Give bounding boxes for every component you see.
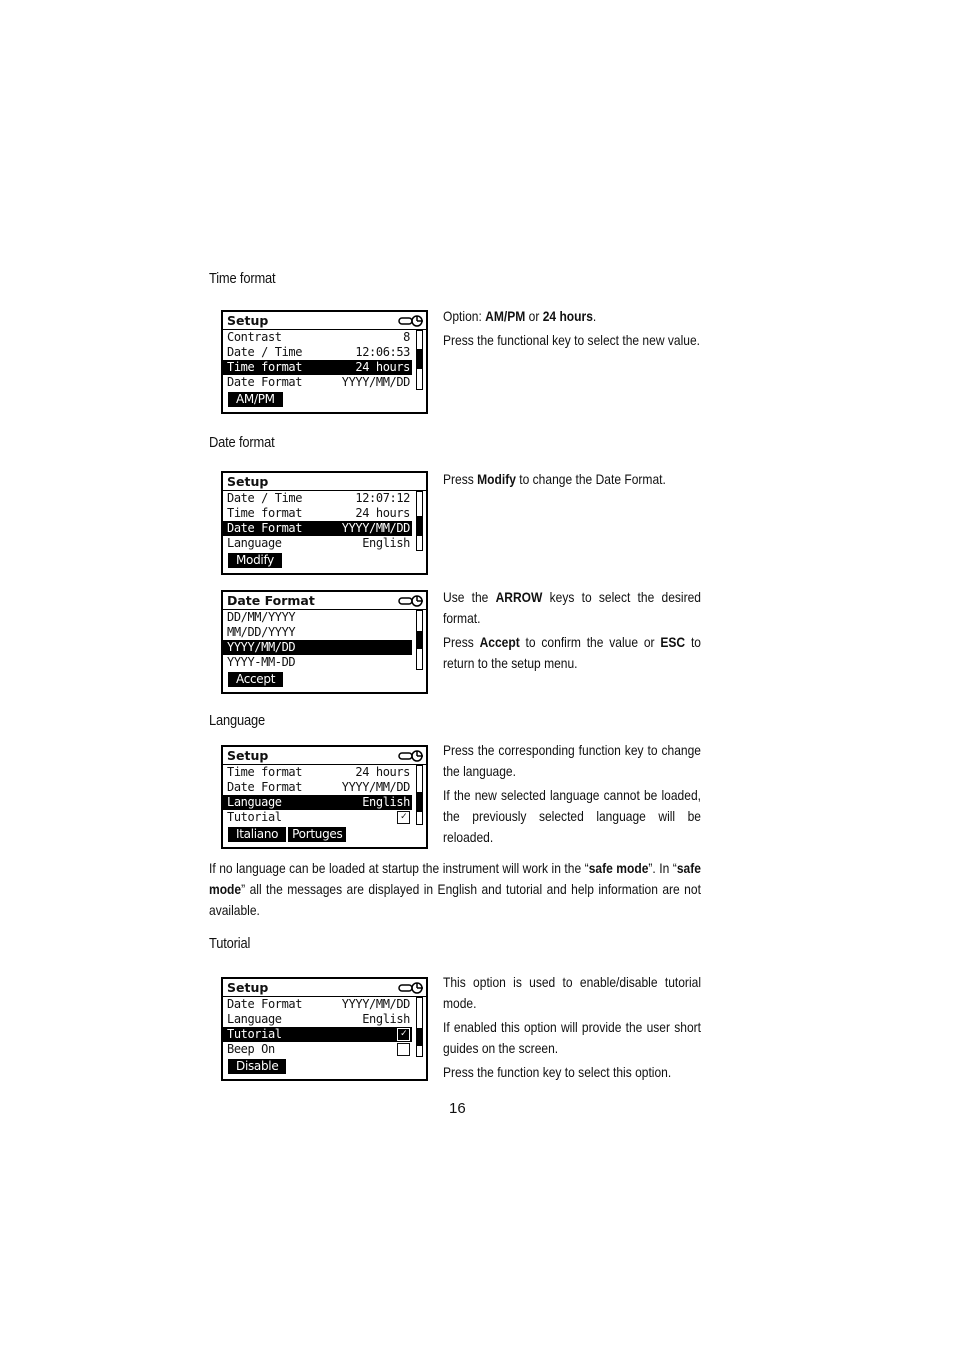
lcd-setup-tutorial <box>221 977 428 1081</box>
scrollbar[interactable] <box>416 330 423 390</box>
description-date-format: Press Modify to change the Date Format. <box>443 471 666 487</box>
scrollbar[interactable] <box>416 491 423 551</box>
checkbox-checked-icon[interactable]: ✓ <box>397 1028 410 1041</box>
plug-icon <box>398 750 424 762</box>
menu-row-selected[interactable]: Time format 24 hours <box>223 360 412 375</box>
scrollbar-thumb[interactable] <box>417 516 422 536</box>
screen-title: Setup <box>227 474 269 489</box>
function-key-am-pm[interactable]: AM/PM <box>228 392 283 407</box>
menu-row[interactable]: Date Format YYYY/MM/DD <box>227 780 410 794</box>
screen-title: Setup <box>227 748 269 763</box>
menu-row[interactable]: Language English <box>227 1012 410 1026</box>
scrollbar[interactable] <box>416 610 423 670</box>
scrollbar-thumb[interactable] <box>417 349 422 369</box>
menu-row[interactable]: Date / Time 12:06:53 <box>227 345 410 359</box>
checkbox-checked-icon[interactable]: ✓ <box>397 811 410 824</box>
scrollbar[interactable] <box>416 997 423 1057</box>
description-language: Press the corresponding function key to change the language. If the new selected language cannot be loaded, the previously selected language will be reloaded. <box>443 742 701 845</box>
menu-row-selected[interactable]: Language English <box>223 795 412 810</box>
description-tutorial: This option is used to enable/disable tutorial mode. If enabled this option will provide the user short guides on the screen. Press the function key to select this option. <box>443 974 701 1080</box>
lcd-date-format-list <box>221 590 428 694</box>
option-row[interactable]: MM/DD/YYYY <box>227 625 296 639</box>
screen-title: Setup <box>227 313 269 328</box>
screen-title: Date Format <box>227 593 315 608</box>
safe-mode-paragraph: If no language can be loaded at startup the instrument will work in the “safe mode”. In “safe mode” all the messages are displayed in English and tutorial and help information are not available. <box>209 860 701 918</box>
menu-row[interactable]: Date / Time 12:07:12 <box>227 491 410 505</box>
menu-row[interactable]: Date Format YYYY/MM/DD <box>227 997 410 1011</box>
function-key-portuges[interactable]: Portuges <box>288 827 346 842</box>
menu-row-selected[interactable]: Tutorial ✓ <box>223 1027 412 1042</box>
lcd-setup-time-format <box>221 310 428 414</box>
option-row[interactable]: YYYY-MM-DD <box>227 655 296 669</box>
lcd-setup-language <box>221 745 428 849</box>
plug-icon <box>398 982 424 994</box>
function-key-disable[interactable]: Disable <box>228 1059 286 1074</box>
menu-row-selected[interactable]: Date Format YYYY/MM/DD <box>223 521 412 536</box>
scrollbar[interactable] <box>416 765 423 825</box>
menu-row[interactable]: Time format 24 hours <box>227 506 410 520</box>
scrollbar-thumb[interactable] <box>417 792 422 812</box>
section-heading-time-format: Time format <box>209 270 276 287</box>
section-heading-language: Language <box>209 712 266 729</box>
menu-row[interactable]: Tutorial ✓ <box>223 810 412 825</box>
plug-icon <box>398 315 424 327</box>
function-key-accept[interactable]: Accept <box>228 672 283 687</box>
screen-title: Setup <box>227 980 269 995</box>
option-row-selected[interactable]: YYYY/MM/DD <box>223 640 412 655</box>
scrollbar-thumb[interactable] <box>417 631 422 649</box>
page-number: 16 <box>449 1100 466 1117</box>
menu-row[interactable]: Contrast 8 <box>227 330 410 344</box>
checkbox-unchecked-icon[interactable] <box>397 1043 410 1056</box>
scrollbar-thumb[interactable] <box>417 1028 422 1046</box>
menu-row[interactable]: Beep On <box>223 1042 412 1057</box>
function-key-modify[interactable]: Modify <box>228 553 282 568</box>
lcd-setup-date-format <box>221 471 428 575</box>
section-heading-date-format: Date format <box>209 434 275 451</box>
menu-row[interactable]: Date Format YYYY/MM/DD <box>227 375 410 389</box>
description-time-format: Option: AM/PM or 24 hours. Press the functional key to select the new value. <box>443 308 701 348</box>
menu-row[interactable]: Time format 24 hours <box>227 765 410 779</box>
plug-icon <box>398 595 424 607</box>
description-date-format-list: Use the ARROW keys to select the desired format. Press Accept to confirm the value or ESC to return to the setup menu. <box>443 589 701 671</box>
function-key-italiano[interactable]: Italiano <box>228 827 286 842</box>
option-row[interactable]: DD/MM/YYYY <box>227 610 296 624</box>
section-heading-tutorial: Tutorial <box>209 935 251 952</box>
menu-row[interactable]: Language English <box>227 536 410 550</box>
